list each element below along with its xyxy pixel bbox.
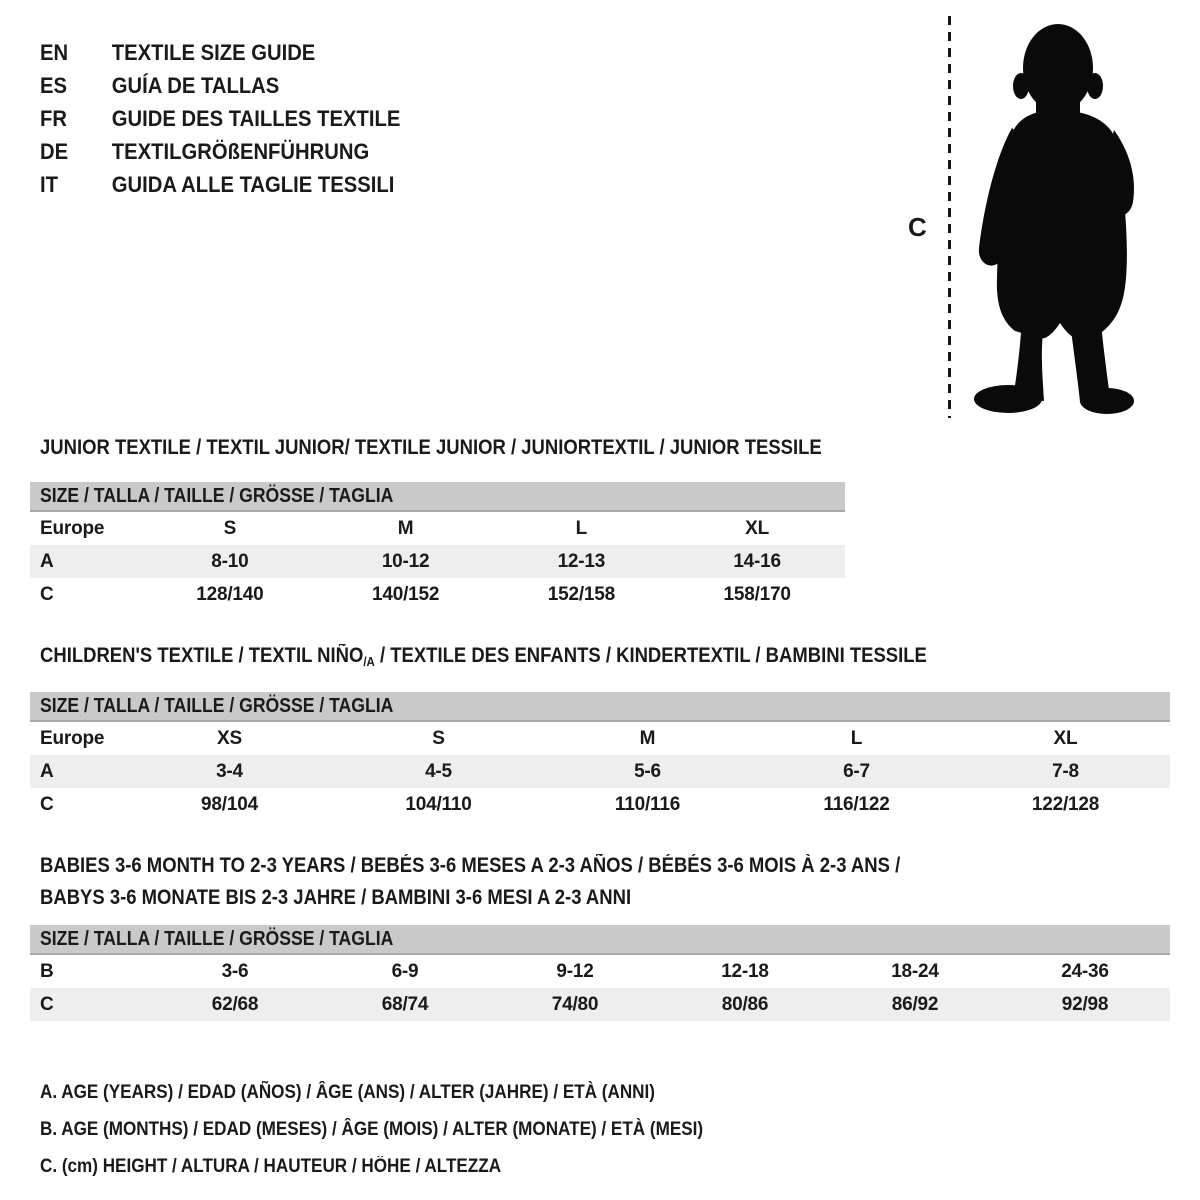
language-row-en	[40, 36, 400, 69]
table-cell: L	[575, 517, 588, 539]
legend-notes	[40, 1074, 777, 1185]
table-cell: 4-5	[425, 760, 452, 782]
table-cell: 62/68	[211, 993, 259, 1015]
table-cell: 128/140	[196, 583, 264, 605]
language-code: EN	[40, 40, 69, 65]
table-cell: 6-7	[843, 760, 870, 782]
europe-header-row	[30, 722, 1170, 755]
children-title-subscript: /A	[363, 654, 375, 669]
legend-note-c: C. (cm) HEIGHT / ALTURA / HAUTEUR / HÖHE / ALTEZZA	[40, 1156, 502, 1177]
table-cell: M	[639, 727, 656, 749]
language-row-es	[40, 69, 400, 102]
table-cell: 12-18	[721, 960, 769, 982]
table-cell: 140/152	[371, 583, 440, 605]
height-cm-row	[30, 988, 1170, 1021]
junior-textile-section	[30, 436, 845, 611]
children-textile-section	[30, 644, 1170, 821]
table-cell: 116/122	[823, 793, 890, 815]
language-title: GUÍA DE TALLAS	[111, 73, 280, 98]
children-title-pre: CHILDREN'S TEXTILE / TEXTIL NIÑO	[40, 644, 364, 667]
junior-size-table	[30, 512, 845, 611]
language-title: TEXTILE SIZE GUIDE	[111, 40, 316, 65]
language-code: ES	[40, 73, 68, 98]
children-section-title	[40, 644, 1034, 670]
table-cell: 9-12	[556, 960, 594, 982]
language-row-fr	[40, 102, 400, 135]
babies-textile-section	[30, 850, 1170, 1021]
table-cell: 18-24	[891, 960, 939, 982]
table-cell: 6-9	[391, 960, 419, 982]
table-cell: XS	[217, 727, 242, 749]
table-cell: 14-16	[733, 550, 781, 572]
size-header-label: SIZE / TALLA / TAILLE / GRÖSSE / TAGLIA	[40, 485, 394, 507]
language-code: IT	[40, 172, 58, 197]
table-cell: 80/86	[721, 993, 769, 1015]
legend-note-b: B. AGE (MONTHS) / EDAD (MESES) / ÂGE (MOIS) / ALTER (MONATE) / ETÀ (MESI)	[40, 1119, 704, 1140]
row-label-cell: C	[40, 993, 54, 1015]
age-years-row	[30, 545, 845, 578]
row-label-cell: Europe	[40, 517, 105, 539]
row-label-cell: C	[40, 583, 54, 605]
size-header-bar	[30, 692, 1170, 722]
table-cell: 3-6	[221, 960, 249, 982]
table-cell: XL	[745, 517, 770, 539]
table-cell: 5-6	[634, 760, 661, 782]
language-title: TEXTILGRÖßENFÜHRUNG	[111, 139, 370, 164]
table-cell: 68/74	[381, 993, 429, 1015]
language-code: DE	[40, 139, 69, 164]
language-code: FR	[40, 106, 67, 131]
table-cell: 98/104	[201, 793, 258, 815]
toddler-silhouette-icon	[970, 20, 1140, 420]
legend-note-a: A. AGE (YEARS) / EDAD (AÑOS) / ÂGE (ANS) / ALTER (JAHRE) / ETÀ (ANNI)	[40, 1082, 655, 1103]
table-cell: L	[850, 727, 863, 749]
junior-section-title: JUNIOR TEXTILE / TEXTIL JUNIOR/ TEXTILE JUNIOR / JUNIORTEXTIL / JUNIOR TESSILE	[40, 436, 822, 459]
table-cell: S	[223, 517, 237, 539]
table-cell: 74/80	[551, 993, 599, 1015]
table-cell: S	[432, 727, 445, 749]
age-years-row	[30, 755, 1170, 788]
table-cell: 158/170	[723, 583, 791, 605]
height-cm-row	[30, 578, 845, 611]
size-header-bar	[30, 482, 845, 512]
table-cell: 152/158	[547, 583, 616, 605]
row-label-cell: A	[40, 550, 54, 572]
table-cell: 7-8	[1052, 760, 1079, 782]
table-cell: 122/128	[1031, 793, 1100, 815]
size-header-label: SIZE / TALLA / TAILLE / GRÖSSE / TAGLIA	[40, 695, 394, 717]
table-cell: 24-36	[1061, 960, 1109, 982]
children-title-post: / TEXTILE DES ENFANTS / KINDERTEXTIL / BAMBINI TESSILE	[374, 644, 927, 667]
table-cell: 104/110	[405, 793, 472, 815]
table-cell: 8-10	[211, 550, 249, 572]
table-cell: 3-4	[216, 760, 243, 782]
language-title: GUIDA ALLE TAGLIE TESSILI	[111, 172, 395, 197]
babies-title-line2: BABYS 3-6 MONATE BIS 2-3 JAHRE / BAMBINI 3-6 MESI A 2-3 ANNI	[40, 886, 632, 909]
row-label-cell: Europe	[40, 727, 105, 749]
table-cell: 12-13	[557, 550, 606, 572]
table-cell: 10-12	[381, 550, 430, 572]
babies-size-table	[30, 955, 1170, 1021]
height-measure-dashed-line	[948, 16, 951, 418]
babies-title-line1: BABIES 3-6 MONTH TO 2-3 YEARS / BEBÉS 3-6 MESES A 2-3 AÑOS / BÉBÉS 3-6 MOIS À 2-3 ANS /	[40, 854, 901, 877]
language-row-de	[40, 135, 400, 168]
table-cell: XL	[1053, 727, 1078, 749]
europe-header-row	[30, 512, 845, 545]
age-months-row	[30, 955, 1170, 988]
row-label-cell: A	[40, 760, 54, 782]
row-label-cell: C	[40, 793, 54, 815]
table-cell: 110/116	[614, 793, 681, 815]
children-size-table	[30, 722, 1170, 821]
height-measure-label: C	[908, 212, 927, 242]
row-label-cell: B	[40, 960, 54, 982]
table-cell: 86/92	[891, 993, 939, 1015]
table-cell: M	[397, 517, 414, 539]
language-list	[40, 36, 432, 201]
table-cell: 92/98	[1061, 993, 1109, 1015]
language-row-it	[40, 168, 400, 201]
height-cm-row	[30, 788, 1170, 821]
language-title: GUIDE DES TAILLES TEXTILE	[111, 106, 401, 131]
size-header-label: SIZE / TALLA / TAILLE / GRÖSSE / TAGLIA	[40, 928, 394, 950]
babies-section-title	[40, 850, 1034, 914]
size-header-bar	[30, 925, 1170, 955]
